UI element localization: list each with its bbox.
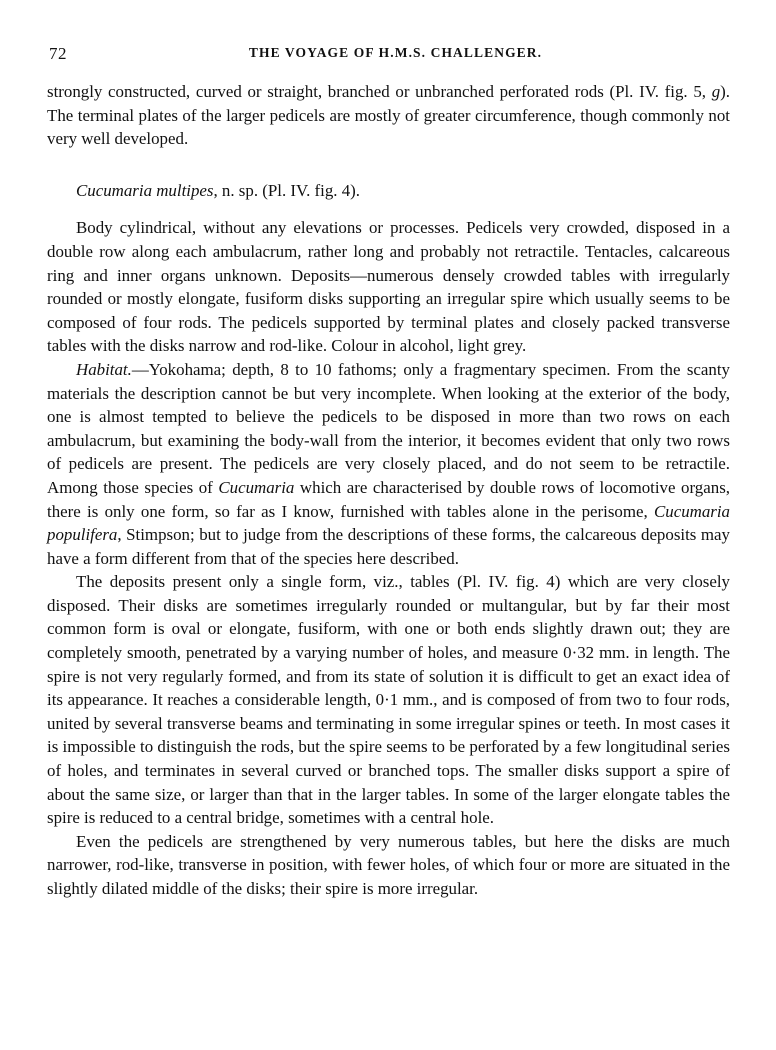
habitat-species: Cucumaria populifera (47, 501, 730, 545)
continuation-text-1: strongly constructed, curved or straight, branched or unbranched perforated rods (Pl. IV. fig. 5, (47, 82, 712, 101)
continuation-text-2: ). The terminal plates of the larger pedicels are mostly of greater circumference, though commonly not very well developed. (47, 82, 730, 149)
habitat-text-2: which are characterised by double rows of locomotive organs, there is only one form, so far as I know, furnished with tables alone in the perisome, (47, 477, 730, 521)
species-name: Cucumaria multipes (76, 180, 214, 200)
habitat-text-3: , Stimpson; but to judge from the descriptions of these forms, the calcareous deposits may have a form different from that of the species here described. (47, 525, 730, 568)
species-heading (47, 179, 730, 203)
habitat-text-1: —Yokohama; depth, 8 to 10 fathoms; only a fragmentary specimen. From the scanty materials the description cannot be but very incomplete. When looking at the exterior of the body, one is almost tempted to believe the pedicels to be disposed in more than two rows on each ambulacrum, but examining the body-wall from the interior, it becomes evident that only two rows of pedicels are present. The pedicels are very closely placed, and do not seem to be retractile. Among those species of (47, 359, 730, 497)
deposits-paragraph: The deposits present only a single form, viz., tables (Pl. IV. fig. 4) which are very closely disposed. Their disks are sometimes irregularly rounded or multangular, but by far their most common form is oval or elongate, fusiform, with one or both ends slightly drawn out; they are completely smooth, penetrated by a varying number of holes, and measure 0·32 mm. in length. The spire is not very regularly formed, and from its state of solution it is difficult to get an exact idea of its appearance. It reaches a considerable length, 0·1 mm., and is composed of from two to four rods, united by several transverse beams and terminating in some irregular spines or teeth. In most cases it is impossible to distinguish the rods, but the spire seems to be perforated by a few longitudinal series of holes, and terminates in several curved or branched tops. The smaller disks support a spire of about the same size, or larger than that in the larger tables. In some of the larger elongate tables the spire is reduced to a central bridge, sometimes with a central hole. (47, 572, 730, 828)
habitat-genus: Cucumaria (218, 477, 295, 497)
description-paragraph: Body cylindrical, without any elevations or processes. Pedicels very crowded, disposed in a double row along each ambulacrum, rather long and probably not retractile. Tentacles, calcareous ring and inner organs unknown. Deposits—numerous densely crowded tables with irregularly rounded or mostly elongate, fusiform disks supporting an irregular spire which usually seems to be composed of four rods. The pedicels supported by terminal plates and closely packed transverse tables with the disks narrow and rod-like. Colour in alcohol, light grey. (47, 218, 730, 356)
continuation-figure-letter: g (711, 82, 721, 101)
habitat-label: Habitat. (76, 359, 132, 379)
pedicels-paragraph: Even the pedicels are strengthened by very numerous tables, but here the disks are much narrower, rod-like, transverse in position, with fewer holes, of which four or more are situated in the slightly dilated middle of the disks; their spire is more irregular. (47, 831, 730, 898)
continuation-paragraph (47, 80, 730, 151)
habitat-paragraph (47, 358, 730, 570)
species-heading-rest: , n. sp. (Pl. IV. fig. 4). (213, 180, 361, 200)
page-number: 72 (49, 44, 67, 63)
page-header (47, 44, 730, 70)
running-title: THE VOYAGE OF H.M.S. CHALLENGER. (248, 45, 543, 60)
